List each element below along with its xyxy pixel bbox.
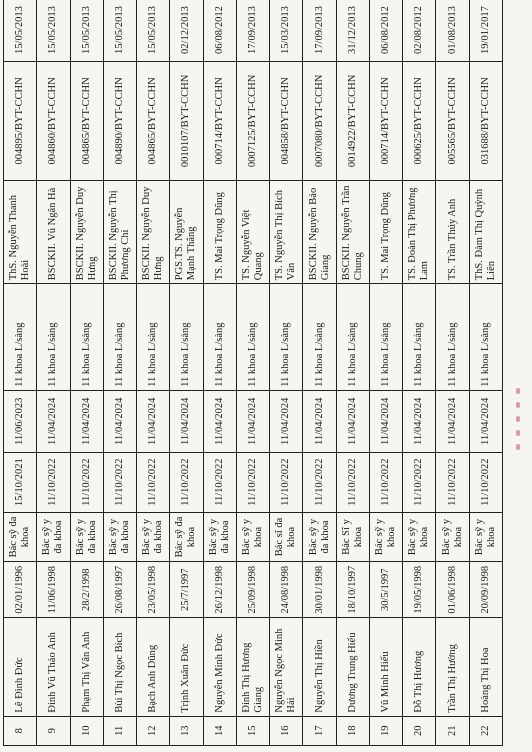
end-date-cell: 11/04/2024 (336, 390, 369, 452)
degree-cell: Bác sỹ y khoa (469, 512, 502, 562)
row-number-cell: 22 (469, 716, 502, 745)
degree-cell: Bác sỹ y đa khoa (103, 512, 136, 562)
trainee-table (3, 0, 503, 746)
trainee-name-cell: Nguyễn Ngọc Minh Hải (270, 618, 303, 716)
trainee-name-cell: Hoàng Thị Hoa (469, 618, 502, 716)
supervisor-cell: BSCKII. Nguyễn Thị Phương Chi (103, 180, 136, 284)
start-date-cell: 11/10/2022 (236, 452, 269, 512)
date-of-birth-cell: 02/01/1996 (4, 562, 37, 618)
trainee-name-cell: Trịnh Xuân Đức (170, 618, 203, 716)
certificate-date-cell: 31/12/2013 (336, 0, 369, 62)
date-of-birth-cell: 23/05/1998 (137, 562, 170, 618)
table-row (303, 0, 336, 746)
certificate-date-cell: 06/08/2012 (203, 0, 236, 62)
end-date-cell: 11/04/2024 (70, 390, 103, 452)
table-row (270, 0, 303, 746)
supervisor-cell: TS. Trần Thúy Anh (436, 180, 469, 284)
certificate-date-cell: 15/05/2013 (37, 0, 70, 62)
certificate-date-cell: 17/09/2013 (236, 0, 269, 62)
start-date-cell: 11/10/2022 (369, 452, 402, 512)
certificate-date-cell: 17/09/2013 (303, 0, 336, 62)
certificate-number-cell: 000625/BYT-CCHN (403, 62, 436, 181)
end-date-cell: 11/04/2024 (203, 390, 236, 452)
certificate-number-cell: 004858/BYT-CCHN (270, 62, 303, 181)
training-content-cell: 11 khoa L/sàng (70, 284, 103, 391)
degree-cell: Bác sỹ y khoa (403, 512, 436, 562)
supervisor-cell: TS. Nguyễn Thị Bích Vân (270, 180, 303, 284)
training-content-cell: 11 khoa L/sàng (303, 284, 336, 391)
supervisor-cell: TS. Mai Trọng Dũng (369, 180, 402, 284)
certificate-date-cell: 06/08/2012 (369, 0, 402, 62)
end-date-cell: 11/04/2024 (303, 390, 336, 452)
trainee-name-cell: Lê Đình Đức (4, 618, 37, 716)
training-content-cell: 11 khoa L/sàng (436, 284, 469, 391)
row-number-cell: 13 (170, 716, 203, 745)
table-row (4, 0, 37, 746)
end-date-cell: 11/04/2024 (103, 390, 136, 452)
certificate-number-cell: 004865/BYT-CCHN (70, 62, 103, 181)
table-row (469, 0, 502, 746)
date-of-birth-cell: 30/5/1997 (369, 562, 402, 618)
degree-cell: Bác sỹ y khoa (236, 512, 269, 562)
start-date-cell: 11/10/2022 (270, 452, 303, 512)
trainee-name-cell: Vũ Minh Hiếu (369, 618, 402, 716)
start-date-cell: 11/10/2022 (103, 452, 136, 512)
degree-cell: Bác sỹ y đa khoa (70, 512, 103, 562)
end-date-cell: 11/04/2024 (37, 390, 70, 452)
training-content-cell: 11 khoa L/sàng (203, 284, 236, 391)
row-number-cell: 11 (103, 716, 136, 745)
start-date-cell: 11/10/2022 (403, 452, 436, 512)
row-number-cell: 17 (303, 716, 336, 745)
trainee-name-cell: Nguyễn Minh Đức (203, 618, 236, 716)
training-content-cell: 11 khoa L/sàng (336, 284, 369, 391)
degree-cell: Bác sỹ y đa khoa (203, 512, 236, 562)
date-of-birth-cell: 25/7/1997 (170, 562, 203, 618)
supervisor-cell: TS. Mai Trọng Dũng (203, 180, 236, 284)
trainee-name-cell: Bạch Anh Dũng (137, 618, 170, 716)
degree-cell: Bác sỹ y khoa (436, 512, 469, 562)
end-date-cell: 11/04/2024 (170, 390, 203, 452)
trainee-name-cell: Trần Thị Hường (436, 618, 469, 716)
supervisor-cell: PGS.TS. Nguyễn Mạnh Thắng (170, 180, 203, 284)
row-number-cell: 10 (70, 716, 103, 745)
supervisor-cell: TS. Nguyễn Việt Quang (236, 180, 269, 284)
degree-cell: Bác sỹ y đa khoa (137, 512, 170, 562)
date-of-birth-cell: 19/05/1998 (403, 562, 436, 618)
training-content-cell: 11 khoa L/sàng (369, 284, 402, 391)
training-content-cell: 11 khoa L/sàng (236, 284, 269, 391)
certificate-number-cell: 004865/BYT-CCHN (137, 62, 170, 181)
date-of-birth-cell: 25/09/1998 (236, 562, 269, 618)
date-of-birth-cell: 28/2/1998 (70, 562, 103, 618)
row-number-cell: 21 (436, 716, 469, 745)
supervisor-cell: BSCKII. Vũ Ngân Hà (37, 180, 70, 284)
date-of-birth-cell: 01/06/1998 (436, 562, 469, 618)
end-date-cell: 11/04/2024 (137, 390, 170, 452)
date-of-birth-cell: 11/06/1998 (37, 562, 70, 618)
degree-cell: Bác sĩ đa khoa (270, 512, 303, 562)
degree-cell: Bác sỹ đa khoa (4, 512, 37, 562)
degree-cell: Bác sỹ y đa khoa (37, 512, 70, 562)
row-number-cell: 14 (203, 716, 236, 745)
red-stamp-marks (516, 380, 522, 520)
certificate-date-cell: 02/08/2012 (403, 0, 436, 62)
certificate-number-cell: 004890/BYT-CCHN (103, 62, 136, 181)
supervisor-cell: ThS. Đàm Thị Quỳnh Liên (469, 180, 502, 284)
trainee-name-cell: Nguyễn Thị Hiền (303, 618, 336, 716)
row-number-cell: 12 (137, 716, 170, 745)
training-content-cell: 11 khoa L/sàng (137, 284, 170, 391)
date-of-birth-cell: 30/01/1998 (303, 562, 336, 618)
start-date-cell: 11/10/2022 (336, 452, 369, 512)
table-row (436, 0, 469, 746)
trainee-table-body (4, 0, 503, 746)
table-row (203, 0, 236, 746)
certificate-number-cell: 000714/BYT-CCHN (369, 62, 402, 181)
certificate-number-cell: 0007125/BYT-CCHN (236, 62, 269, 181)
date-of-birth-cell: 26/08/1997 (103, 562, 136, 618)
start-date-cell: 11/10/2022 (436, 452, 469, 512)
trainee-name-cell: Đinh Vũ Thảo Anh (37, 618, 70, 716)
end-date-cell: 11/04/2024 (270, 390, 303, 452)
end-date-cell: 11/04/2024 (369, 390, 402, 452)
trainee-name-cell: Phạm Thị Vân Anh (70, 618, 103, 716)
certificate-number-cell: 031688/BYT-CCHN (469, 62, 502, 181)
start-date-cell: 15/10/2021 (4, 452, 37, 512)
row-number-cell: 15 (236, 716, 269, 745)
row-number-cell: 20 (403, 716, 436, 745)
certificate-date-cell: 15/05/2013 (103, 0, 136, 62)
supervisor-cell: BSCKII. Nguyễn Duy Hưng (70, 180, 103, 284)
table-row (70, 0, 103, 746)
row-number-cell: 9 (37, 716, 70, 745)
table-row (336, 0, 369, 746)
row-number-cell: 19 (369, 716, 402, 745)
certificate-number-cell: 004860/BYT-CCHN (37, 62, 70, 181)
trainee-name-cell: Đỗ Thị Hương (403, 618, 436, 716)
degree-cell: Bác Sĩ y khoa (336, 512, 369, 562)
table-row (137, 0, 170, 746)
supervisor-cell: BSCKII. Nguyễn Duy Hưng (137, 180, 170, 284)
supervisor-cell: BSCKII. Nguyễn Bảo Giang (303, 180, 336, 284)
certificate-number-cell: 005565/BYT-CCHN (436, 62, 469, 181)
trainee-name-cell: Đinh Thị Hương Giang (236, 618, 269, 716)
date-of-birth-cell: 18/10/1997 (336, 562, 369, 618)
training-content-cell: 11 khoa L/sàng (103, 284, 136, 391)
table-row (103, 0, 136, 746)
certificate-date-cell: 15/05/2013 (137, 0, 170, 62)
supervisor-cell: BSCKII. Nguyễn Trần Chung (336, 180, 369, 284)
certificate-number-cell: 000714/BYT-CCHN (203, 62, 236, 181)
certificate-date-cell: 15/05/2013 (70, 0, 103, 62)
certificate-number-cell: 0010107/BYT-CCHN (170, 62, 203, 181)
start-date-cell: 11/10/2022 (469, 452, 502, 512)
date-of-birth-cell: 20/09/1998 (469, 562, 502, 618)
table-row (37, 0, 70, 746)
certificate-number-cell: 004895/BYT-CCHN (4, 62, 37, 181)
certificate-number-cell: 0014922/BYT-CCHN (336, 62, 369, 181)
start-date-cell: 11/10/2022 (70, 452, 103, 512)
certificate-date-cell: 01/08/2013 (436, 0, 469, 62)
certificate-date-cell: 19/01/2017 (469, 0, 502, 62)
certificate-date-cell: 15/03/2013 (270, 0, 303, 62)
degree-cell: Bác sỹ đa khoa (170, 512, 203, 562)
table-row (369, 0, 402, 746)
start-date-cell: 11/10/2022 (203, 452, 236, 512)
supervisor-cell: ThS. Nguyễn Thanh Hoài (4, 180, 37, 284)
certificate-number-cell: 0007080/BYT-CCHN (303, 62, 336, 181)
training-content-cell: 11 khoa L/sàng (37, 284, 70, 391)
start-date-cell: 11/10/2022 (170, 452, 203, 512)
table-row (236, 0, 269, 746)
end-date-cell: 11/06/2023 (4, 390, 37, 452)
end-date-cell: 11/04/2024 (469, 390, 502, 452)
end-date-cell: 11/04/2024 (236, 390, 269, 452)
trainee-name-cell: Bùi Thị Ngọc Bích (103, 618, 136, 716)
training-content-cell: 11 khoa L/sàng (270, 284, 303, 391)
degree-cell: Bác sỹ y khoa (369, 512, 402, 562)
supervisor-cell: TS. Đoàn Thị Phương Lam (403, 180, 436, 284)
training-content-cell: 11 khoa L/sàng (403, 284, 436, 391)
certificate-date-cell: 15/05/2013 (4, 0, 37, 62)
row-number-cell: 16 (270, 716, 303, 745)
start-date-cell: 11/10/2022 (303, 452, 336, 512)
date-of-birth-cell: 24/08/1998 (270, 562, 303, 618)
row-number-cell: 18 (336, 716, 369, 745)
start-date-cell: 11/10/2022 (37, 452, 70, 512)
table-row (403, 0, 436, 746)
training-content-cell: 11 khoa L/sàng (170, 284, 203, 391)
degree-cell: Bác sỹ y đa khoa (303, 512, 336, 562)
row-number-cell: 8 (4, 716, 37, 745)
end-date-cell: 11/04/2024 (436, 390, 469, 452)
training-content-cell: 11 khoa L/sàng (469, 284, 502, 391)
trainee-name-cell: Dương Trung Hiếu (336, 618, 369, 716)
certificate-date-cell: 02/12/2013 (170, 0, 203, 62)
end-date-cell: 11/04/2024 (403, 390, 436, 452)
date-of-birth-cell: 26/12/1998 (203, 562, 236, 618)
training-content-cell: 11 khoa L/sàng (4, 284, 37, 391)
table-row (170, 0, 203, 746)
rotated-table-container (3, 0, 503, 746)
start-date-cell: 11/10/2022 (137, 452, 170, 512)
